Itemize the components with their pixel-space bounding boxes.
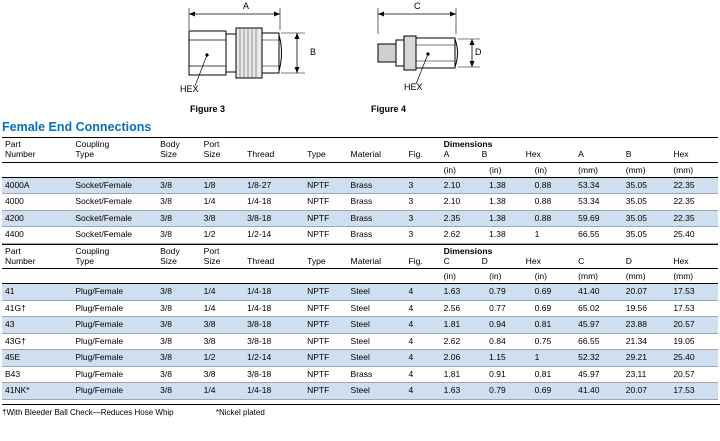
unit-fig	[405, 269, 440, 284]
cell-port-size: 3/8	[201, 317, 244, 333]
cell-thread: 3/8-18	[244, 366, 304, 382]
cell-body-size: 3/8	[157, 284, 200, 300]
cell-c-mm: 65.02	[575, 300, 623, 316]
cell-body-size: 3/8	[157, 350, 200, 366]
cell-hex-in: 0.69	[532, 284, 575, 300]
cell-hex-mm: 17.53	[670, 383, 718, 399]
table-row	[2, 350, 718, 366]
header-dim-a: A	[443, 148, 450, 159]
cell-c-in: 1.63	[441, 383, 487, 399]
cell-material: Steel	[348, 317, 406, 333]
cell-type: NPTF	[304, 383, 347, 399]
cell-body-size: 3/8	[157, 317, 200, 333]
cell-d-mm: 23.11	[623, 366, 671, 382]
cell-thread: 1/4-18	[244, 194, 304, 210]
cell-coupling: Plug/Female	[72, 333, 157, 349]
cell-hex-in: 0.88	[532, 194, 575, 210]
cell-a-in: 2.35	[441, 210, 487, 226]
header-thread	[244, 138, 304, 163]
cell-body-size: 3/8	[157, 194, 200, 210]
unit-d: (in)	[486, 269, 532, 284]
header-coupling-line2: Type	[75, 148, 94, 159]
cell-thread: 3/8-18	[244, 333, 304, 349]
cell-c-in: 2.56	[441, 300, 487, 316]
cell-type: NPTF	[304, 366, 347, 382]
cell-hex-in: 0.69	[532, 383, 575, 399]
header-type	[304, 244, 347, 269]
cell-hex-mm: 25.40	[670, 227, 718, 243]
cell-b-in: 1.38	[486, 194, 532, 210]
cell-material: Brass	[348, 227, 406, 243]
cell-a-in: 2.10	[441, 194, 487, 210]
header-dim-b: B	[481, 148, 488, 159]
header-fig-label: Fig.	[408, 148, 423, 159]
cell-hex-in: 0.88	[532, 177, 575, 193]
cell-hex-mm: 20.57	[670, 317, 718, 333]
cell-d-in: 0.77	[486, 300, 532, 316]
cell-c-mm: 45.97	[575, 317, 623, 333]
cell-c-in: 1.81	[441, 366, 487, 382]
cell-thread: 1/2-14	[244, 227, 304, 243]
cell-coupling: Plug/Female	[72, 317, 157, 333]
unit-part	[2, 162, 72, 177]
cell-port-size: 1/4	[201, 284, 244, 300]
cell-fig: 4	[405, 317, 440, 333]
cell-b-in: 1.38	[486, 177, 532, 193]
cell-body-size: 3/8	[157, 383, 200, 399]
figure-3-label-a: A	[243, 1, 250, 11]
cell-d-mm: 20.07	[623, 383, 671, 399]
cell-part: 41	[2, 284, 72, 300]
cell-type: NPTF	[304, 300, 347, 316]
table-row	[2, 333, 718, 349]
cell-coupling: Socket/Female	[72, 177, 157, 193]
cell-thread: 1/4-18	[244, 300, 304, 316]
header-port-line2: Size	[203, 255, 221, 266]
unit-hex: (in)	[532, 162, 575, 177]
header-dim-d-mm	[623, 244, 671, 269]
cell-fig: 3	[405, 177, 440, 193]
header-material-label: Material	[350, 255, 382, 266]
cell-material: Steel	[348, 350, 406, 366]
header-port-size	[201, 244, 244, 269]
cell-body-size: 3/8	[157, 333, 200, 349]
table1-header-row	[2, 138, 718, 163]
cell-part: 45E	[2, 350, 72, 366]
table-row	[2, 194, 718, 210]
header-fig-label: Fig.	[408, 255, 423, 266]
figure-4-label-hex: HEX	[404, 82, 423, 92]
cell-b-in: 1.38	[486, 227, 532, 243]
unit-body	[157, 162, 200, 177]
figure-4-label-d: D	[475, 47, 482, 57]
table-row	[2, 366, 718, 382]
cell-port-size: 3/8	[201, 210, 244, 226]
cell-hex-in: 1	[532, 350, 575, 366]
table-row	[2, 210, 718, 226]
cell-material: Steel	[348, 333, 406, 349]
cell-coupling: Socket/Female	[72, 210, 157, 226]
cell-b-mm: 35.05	[623, 177, 671, 193]
cell-a-in: 2.10	[441, 177, 487, 193]
cell-a-mm: 59.69	[575, 210, 623, 226]
header-dimensions-label: Dimensions	[443, 139, 493, 149]
header-type-label: Type	[307, 148, 326, 159]
unit-type	[304, 162, 347, 177]
cell-port-size: 1/2	[201, 350, 244, 366]
cell-type: NPTF	[304, 177, 347, 193]
cell-type: NPTF	[304, 284, 347, 300]
cell-fig: 4	[405, 366, 440, 382]
header-part	[2, 244, 72, 269]
unit-port	[201, 269, 244, 284]
header-body-size	[157, 138, 200, 163]
header-coupling-line2: Type	[75, 255, 94, 266]
header-part-line2: Number	[5, 255, 36, 266]
cell-c-mm: 41.40	[575, 284, 623, 300]
header-dim-a-mm-label: A	[578, 148, 584, 159]
header-body-size	[157, 244, 200, 269]
unit-hex-mm: (mm)	[670, 269, 718, 284]
cell-b-mm: 35.05	[623, 194, 671, 210]
female-end-connections-table	[2, 137, 718, 244]
cell-coupling: Socket/Female	[72, 227, 157, 243]
header-coupling-line1: Coupling	[75, 139, 110, 149]
header-dim-d-mm-label: D	[625, 255, 632, 266]
header-thread-label: Thread	[247, 148, 275, 159]
header-dimensions-in	[441, 138, 576, 163]
cell-coupling: Plug/Female	[72, 284, 157, 300]
unit-c-mm: (mm)	[575, 269, 623, 284]
header-dim-c-mm	[575, 244, 623, 269]
cell-part: 41NK*	[2, 383, 72, 399]
cell-fig: 3	[405, 210, 440, 226]
figure-4-drawing	[360, 0, 520, 104]
cell-material: Brass	[348, 194, 406, 210]
cell-a-in: 2.62	[441, 227, 487, 243]
header-port-line2: Size	[203, 148, 221, 159]
cell-d-in: 0.79	[486, 383, 532, 399]
header-thread-label: Thread	[247, 255, 275, 266]
cell-part: 43G†	[2, 333, 72, 349]
cell-port-size: 3/8	[201, 366, 244, 382]
unit-part	[2, 269, 72, 284]
cell-hex-mm: 17.53	[670, 300, 718, 316]
cell-body-size: 3/8	[157, 177, 200, 193]
unit-coupling	[72, 162, 157, 177]
cell-type: NPTF	[304, 350, 347, 366]
header-type	[304, 138, 347, 163]
cell-material: Brass	[348, 210, 406, 226]
header-part-line1: Part	[5, 139, 21, 149]
cell-c-mm: 66.55	[575, 333, 623, 349]
cell-hex-in: 1	[532, 227, 575, 243]
header-coupling	[72, 244, 157, 269]
header-material	[348, 138, 406, 163]
header-type-label: Type	[307, 255, 326, 266]
cell-a-mm: 66.55	[575, 227, 623, 243]
header-coupling-line1: Coupling	[75, 245, 110, 256]
cell-material: Steel	[348, 383, 406, 399]
cell-d-in: 1.15	[486, 350, 532, 366]
figure-3-label-hex: HEX	[180, 84, 199, 94]
cell-port-size: 1/8	[201, 177, 244, 193]
table2-units-row	[2, 269, 718, 284]
cell-b-in: 1.38	[486, 210, 532, 226]
cell-d-mm: 21.34	[623, 333, 671, 349]
cell-fig: 4	[405, 300, 440, 316]
header-fig	[405, 244, 440, 269]
cell-hex-in: 0.75	[532, 333, 575, 349]
cell-body-size: 3/8	[157, 366, 200, 382]
cell-d-in: 0.94	[486, 317, 532, 333]
cell-coupling: Plug/Female	[72, 383, 157, 399]
cell-thread: 3/8-18	[244, 210, 304, 226]
cell-type: NPTF	[304, 194, 347, 210]
cell-part: 43	[2, 317, 72, 333]
cell-hex-in: 0.81	[532, 366, 575, 382]
table1-units-row	[2, 162, 718, 177]
unit-c: (in)	[441, 269, 487, 284]
unit-d-mm: (mm)	[623, 269, 671, 284]
cell-d-mm: 20.07	[623, 284, 671, 300]
header-dimensions-in	[441, 244, 576, 269]
cell-hex-in: 0.81	[532, 317, 575, 333]
cell-coupling: Plug/Female	[72, 366, 157, 382]
cell-body-size: 3/8	[157, 210, 200, 226]
unit-port	[201, 162, 244, 177]
cell-port-size: 3/8	[201, 333, 244, 349]
table-row	[2, 227, 718, 243]
footnote-bleeder-ball-check: †With Bleeder Ball Check—Reduces Hose Whip	[2, 407, 174, 417]
unit-thread	[244, 269, 304, 284]
header-material	[348, 244, 406, 269]
cell-d-mm: 19.56	[623, 300, 671, 316]
header-dim-c: C	[443, 255, 450, 266]
header-thread	[244, 244, 304, 269]
unit-b-mm: (mm)	[623, 162, 671, 177]
table-row	[2, 284, 718, 300]
header-material-label: Material	[350, 148, 382, 159]
header-dim-b-mm	[623, 138, 671, 163]
cell-type: NPTF	[304, 317, 347, 333]
cell-d-in: 0.79	[486, 284, 532, 300]
header-port-line1: Port	[203, 139, 220, 149]
figure-4-caption: Figure 4	[371, 104, 407, 114]
header-dimensions-label: Dimensions	[443, 245, 493, 256]
figures-area	[0, 0, 720, 120]
cell-thread: 1/8-27	[244, 177, 304, 193]
table-row	[2, 177, 718, 193]
unit-fig	[405, 162, 440, 177]
cell-material: Steel	[348, 284, 406, 300]
cell-hex-mm: 19.05	[670, 333, 718, 349]
header-dim-a-mm	[575, 138, 623, 163]
cell-fig: 4	[405, 350, 440, 366]
header-port-size	[201, 138, 244, 163]
cell-part: 41G†	[2, 300, 72, 316]
header-dim-d: D	[481, 255, 488, 266]
cell-thread: 3/8-18	[244, 317, 304, 333]
header-dim-hex: Hex	[525, 255, 541, 266]
cell-port-size: 1/4	[201, 383, 244, 399]
unit-hex: (in)	[532, 269, 575, 284]
cell-d-in: 0.91	[486, 366, 532, 382]
figure-3-caption: Figure 3	[190, 104, 226, 114]
table-row	[2, 317, 718, 333]
cell-thread: 1/2-14	[244, 350, 304, 366]
cell-fig: 4	[405, 284, 440, 300]
cell-fig: 4	[405, 333, 440, 349]
cell-type: NPTF	[304, 210, 347, 226]
cell-hex-in: 0.69	[532, 300, 575, 316]
cell-fig: 3	[405, 227, 440, 243]
cell-hex-in: 0.88	[532, 210, 575, 226]
header-body-line1: Body	[160, 245, 180, 256]
cell-a-mm: 53.34	[575, 177, 623, 193]
figure-4-label-c: C	[414, 1, 421, 11]
cell-a-mm: 53.34	[575, 194, 623, 210]
table2-header-row	[2, 244, 718, 269]
cell-part: 4000A	[2, 177, 72, 193]
cell-port-size: 1/4	[201, 194, 244, 210]
section-title: Female End Connections	[2, 120, 152, 134]
unit-a: (in)	[441, 162, 487, 177]
cell-body-size: 3/8	[157, 300, 200, 316]
cell-b-mm: 35.05	[623, 210, 671, 226]
cell-c-in: 1.81	[441, 317, 487, 333]
header-dim-hex: Hex	[525, 148, 541, 159]
cell-c-mm: 45.97	[575, 366, 623, 382]
footnotes	[2, 404, 720, 417]
plug-female-connections-table	[2, 244, 718, 400]
cell-hex-mm: 17.53	[670, 284, 718, 300]
unit-body	[157, 269, 200, 284]
figure-3-label-b: B	[310, 47, 317, 57]
cell-d-mm: 23.88	[623, 317, 671, 333]
header-body-line2: Size	[160, 148, 177, 159]
cell-thread: 1/4-18	[244, 284, 304, 300]
cell-coupling: Plug/Female	[72, 350, 157, 366]
cell-hex-mm: 25.40	[670, 350, 718, 366]
cell-hex-mm: 22.35	[670, 177, 718, 193]
cell-part: 4000	[2, 194, 72, 210]
cell-port-size: 1/4	[201, 300, 244, 316]
cell-c-in: 1.63	[441, 284, 487, 300]
table-row	[2, 300, 718, 316]
header-port-line1: Port	[203, 245, 220, 256]
header-dim-hex-mm-label: Hex	[673, 148, 689, 159]
cell-material: Brass	[348, 177, 406, 193]
cell-d-mm: 29.21	[623, 350, 671, 366]
header-dim-c-mm-label: C	[578, 255, 585, 266]
header-dim-b-mm-label: B	[625, 148, 632, 159]
header-dim-hex-mm	[670, 138, 718, 163]
cell-d-in: 0.84	[486, 333, 532, 349]
cell-coupling: Socket/Female	[72, 194, 157, 210]
unit-hex-mm: (mm)	[670, 162, 718, 177]
cell-thread: 1/4-18	[244, 383, 304, 399]
header-part-line1: Part	[5, 245, 21, 256]
header-fig	[405, 138, 440, 163]
header-dim-hex-mm	[670, 244, 718, 269]
cell-fig: 3	[405, 194, 440, 210]
cell-hex-mm: 22.35	[670, 210, 718, 226]
header-body-line1: Body	[160, 139, 180, 149]
unit-b: (in)	[486, 162, 532, 177]
unit-coupling	[72, 269, 157, 284]
header-coupling	[72, 138, 157, 163]
cell-type: NPTF	[304, 227, 347, 243]
header-part	[2, 138, 72, 163]
cell-body-size: 3/8	[157, 227, 200, 243]
unit-material	[348, 269, 406, 284]
cell-part: 4400	[2, 227, 72, 243]
cell-part: B43	[2, 366, 72, 382]
unit-type	[304, 269, 347, 284]
cell-c-mm: 52.32	[575, 350, 623, 366]
unit-material	[348, 162, 406, 177]
cell-material: Steel	[348, 300, 406, 316]
cell-b-mm: 35.05	[623, 227, 671, 243]
cell-hex-mm: 22.35	[670, 194, 718, 210]
cell-fig: 4	[405, 383, 440, 399]
cell-coupling: Plug/Female	[72, 300, 157, 316]
cell-c-mm: 41.40	[575, 383, 623, 399]
header-part-line2: Number	[5, 148, 36, 159]
cell-port-size: 1/2	[201, 227, 244, 243]
header-body-line2: Size	[160, 255, 177, 266]
footnote-nickel-plated: *Nickel plated	[215, 407, 265, 417]
cell-c-in: 2.62	[441, 333, 487, 349]
cell-hex-mm: 20.57	[670, 366, 718, 382]
cell-material: Brass	[348, 366, 406, 382]
cell-c-in: 2.06	[441, 350, 487, 366]
cell-type: NPTF	[304, 333, 347, 349]
cell-part: 4200	[2, 210, 72, 226]
table-row	[2, 383, 718, 399]
unit-a-mm: (mm)	[575, 162, 623, 177]
unit-thread	[244, 162, 304, 177]
header-dim-hex-mm-label: Hex	[673, 255, 689, 266]
